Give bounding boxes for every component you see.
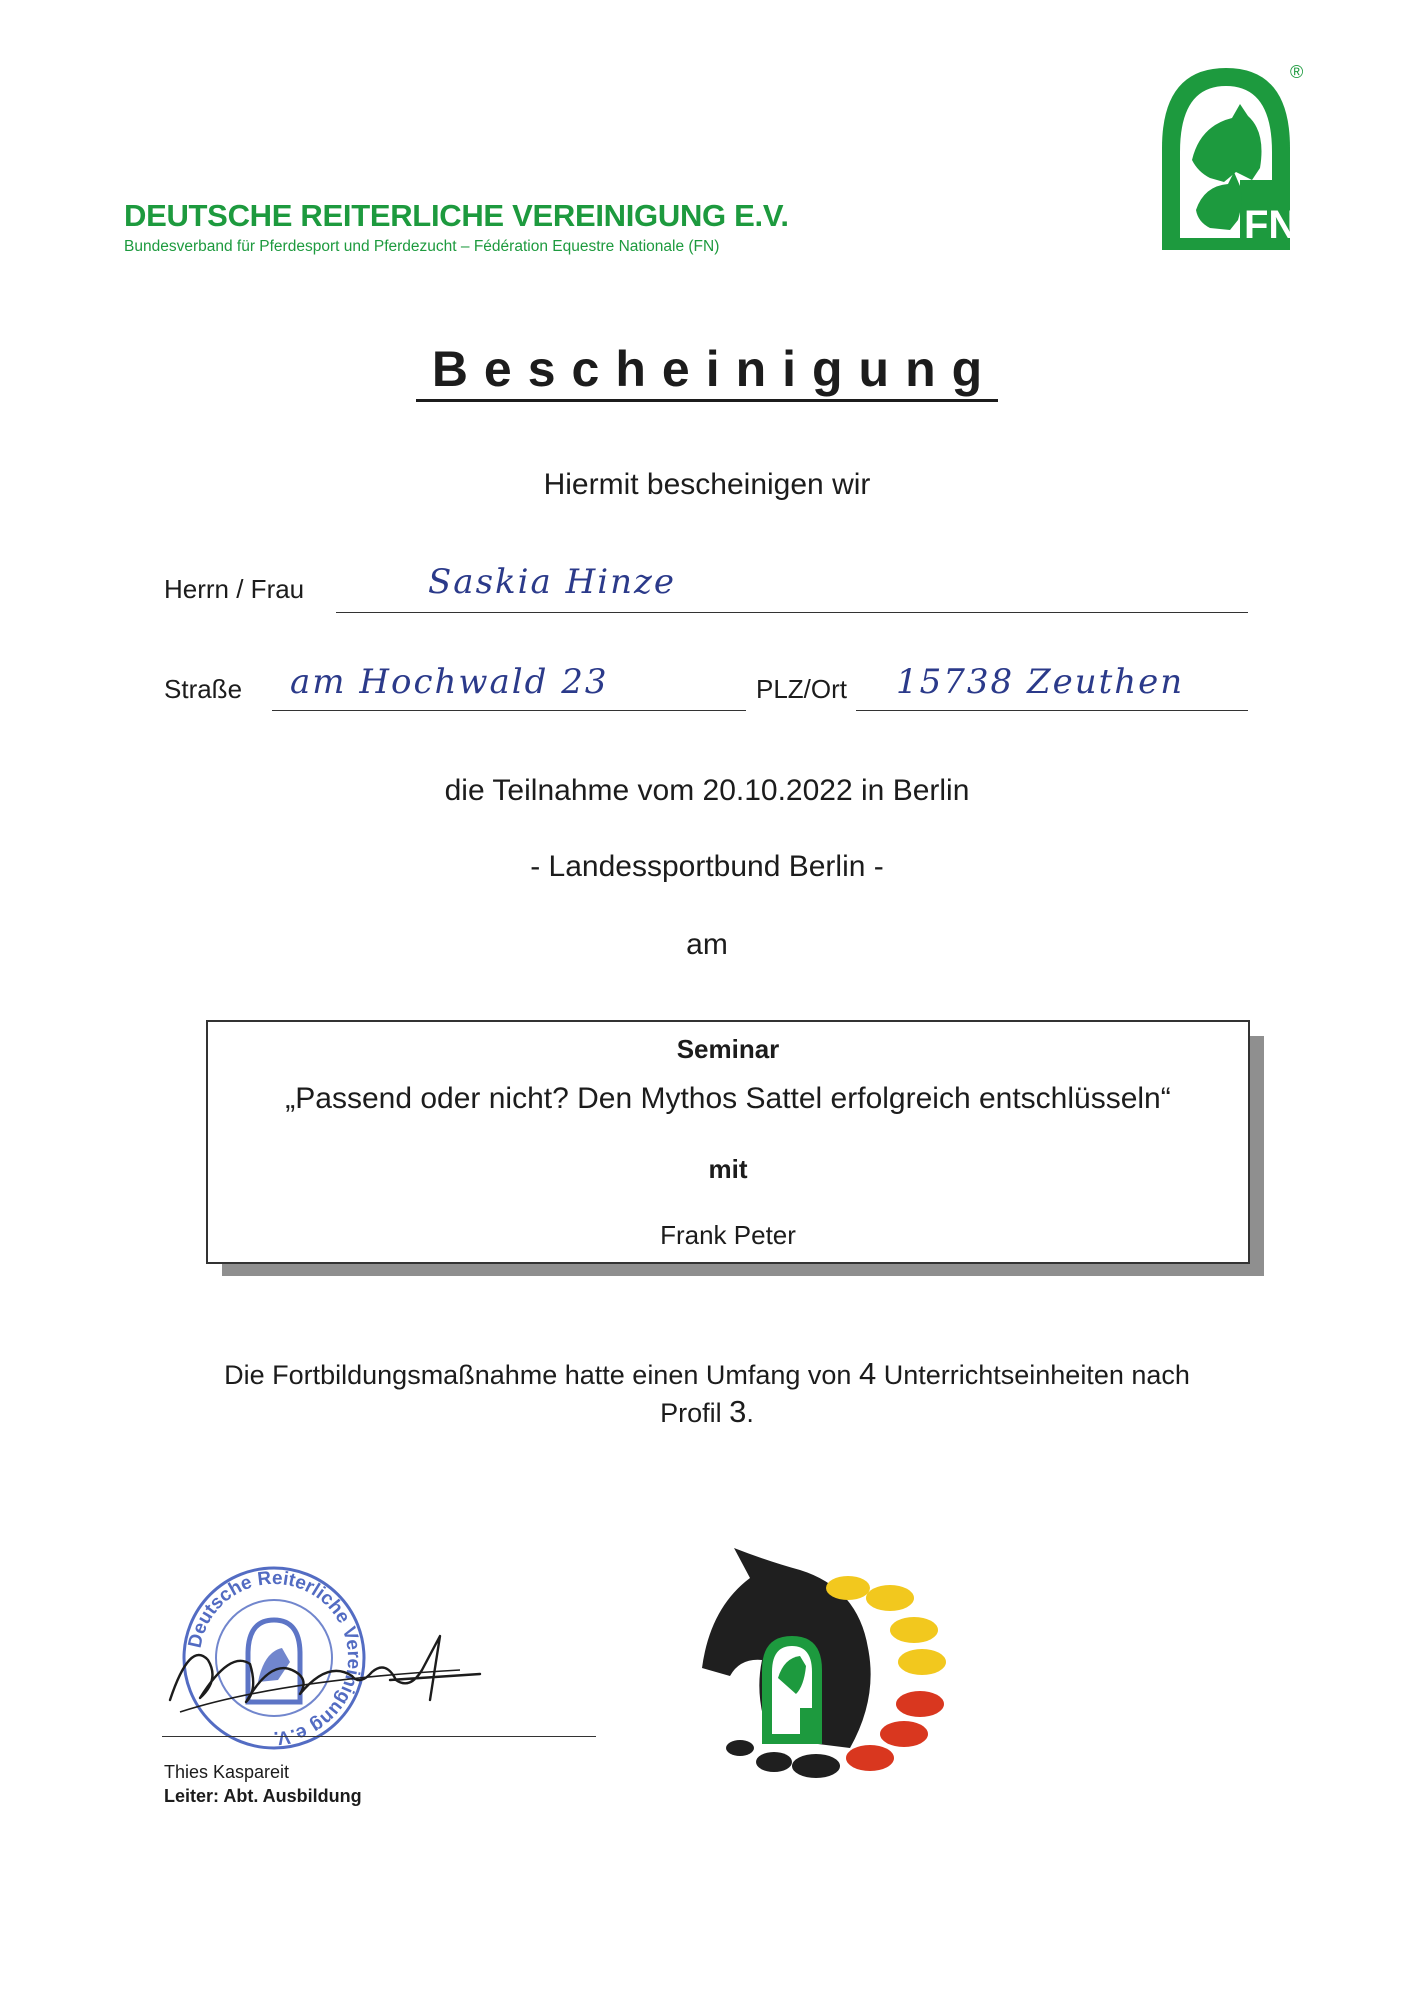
signature-line <box>162 1736 596 1737</box>
name-label: Herrn / Frau <box>164 574 305 604</box>
seminar-mit: mit <box>708 1154 748 1184</box>
street-label: Straße <box>164 674 243 704</box>
street-line <box>272 710 746 711</box>
organization-name: DEUTSCHE REITERLICHE VEREINIGUNG E.V. <box>124 198 789 233</box>
svg-text:Deutsche Reiterliche Vereinigu: Deutsche Reiterliche Vereinigung e.V. <box>184 1567 365 1749</box>
city-label: PLZ/Ort <box>756 674 848 704</box>
city-line <box>856 710 1248 711</box>
signer-role: Leiter: Abt. Ausbildung <box>164 1786 362 1806</box>
organization-subtitle: Bundesverband für Pferdesport und Pferdezucht – Fédération Equestre Nationale (FN) <box>124 238 720 255</box>
seminar-heading: Seminar <box>676 1034 780 1064</box>
city-value: 15738 Zeuthen <box>896 662 1185 702</box>
seminar-speaker: Frank Peter <box>660 1220 796 1250</box>
signer-name: Thies Kaspareit <box>164 1762 290 1782</box>
scope-line-1: Die Fortbildungsmaßnahme hatte einen Umfang von 4 Unterrichtseinheiten nach <box>224 1356 1190 1391</box>
fn-logo-text: FN <box>1244 203 1298 247</box>
venue-text: - Landessportbund Berlin - <box>530 850 884 883</box>
seminar-topic: „Passend oder nicht? Den Mythos Sattel erfolgreich entschlüsseln“ <box>285 1082 1171 1115</box>
participation-text: die Teilnahme vom 20.10.2022 in Berlin <box>444 774 970 807</box>
am-text: am <box>686 928 728 961</box>
horse-dots-logo-icon <box>700 1548 980 1788</box>
scope-profile: 3 <box>729 1394 747 1429</box>
signature-icon <box>160 1620 490 1720</box>
fn-logo-icon <box>1140 60 1312 252</box>
seminar-box <box>206 1020 1250 1264</box>
certificate-title: Bescheinigung <box>0 340 1414 398</box>
scope-units: 4 <box>858 1356 877 1391</box>
name-line <box>336 612 1248 613</box>
intro-text: Hiermit bescheinigen wir <box>543 468 871 501</box>
name-value: Saskia Hinze <box>428 562 677 602</box>
scope-line-2: Profil 3. <box>660 1394 754 1429</box>
street-value: am Hochwald 23 <box>290 662 609 702</box>
registered-mark: ® <box>1290 62 1304 82</box>
